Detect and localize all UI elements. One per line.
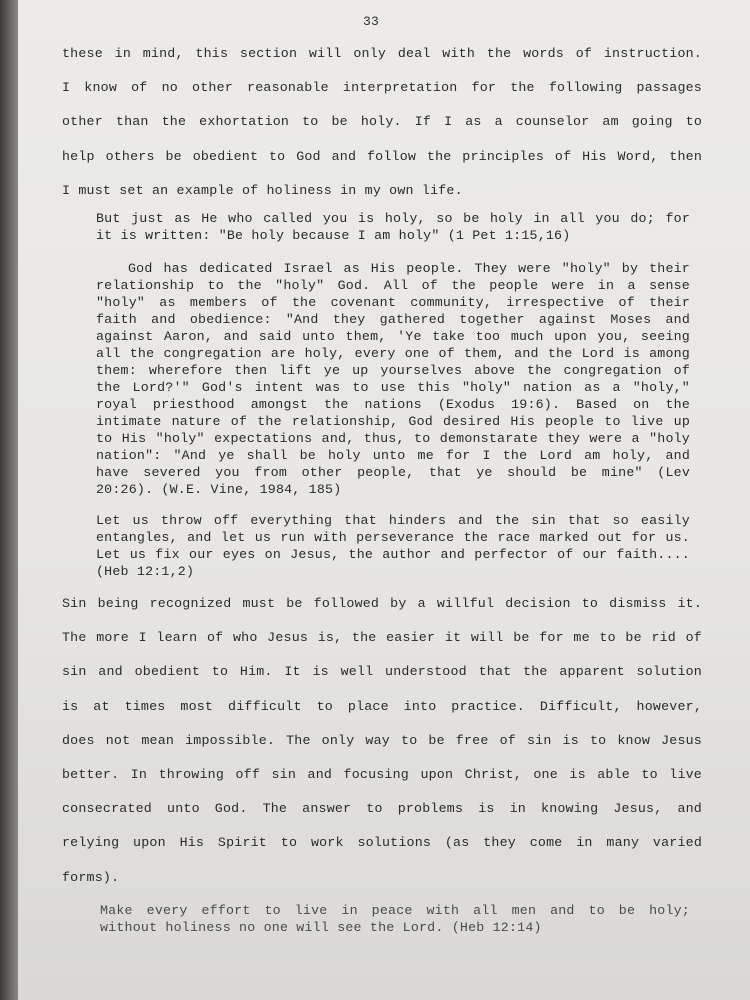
text-line: better. In throwing off sin and focusing upon Christ, one is able to live — [62, 766, 702, 782]
quote-line: the Lord?'" God's intent was to use this "holy" nation as a "holy," — [96, 380, 690, 395]
quote-line: 20:26). (W.E. Vine, 1984, 185) — [96, 482, 342, 497]
text-line: other than the exhortation to be holy. If I as a counselor am going to — [62, 114, 702, 130]
quote-line: them: wherefore then lift ye up yourselves above the congregation of — [96, 363, 690, 378]
document-page — [18, 0, 750, 1000]
quote-line: faith and obedience: "And they gathered together against Moses and — [96, 312, 690, 327]
quote-line: without holiness no one will see the Lord. (Heb 12:14) — [100, 920, 542, 935]
block-quote-hebrews-12-14 — [100, 902, 690, 936]
quote-line: all the congregation are holy, every one of them, and the Lord is among — [96, 346, 690, 361]
quote-line: "holy" as members of the covenant community, irrespective of their — [96, 295, 690, 310]
text-line: does not mean impossible. The only way to be free of sin is to know Jesus — [62, 732, 702, 748]
quote-line: against Aaron, and said unto them, 'Ye take too much upon you, seeing — [96, 329, 690, 344]
quote-line: God has dedicated Israel as His people. They were "holy" by their — [128, 261, 690, 276]
book-binding — [0, 0, 18, 1000]
quote-line: royal priesthood amongst the nations (Exodus 19:6). Based on the — [96, 397, 690, 412]
text-line: consecrated unto God. The answer to problems is in knowing Jesus, and — [62, 801, 702, 817]
quote-line: relationship to the "holy" God. All of the people were in a sense — [96, 278, 690, 293]
text-line: forms). — [62, 869, 120, 885]
quote-line: intimate nature of the relationship, God desired His people to live up — [96, 414, 690, 429]
text-line: Sin being recognized must be followed by a willful decision to dismiss it. — [62, 596, 702, 611]
quote-line: Let us throw off everything that hinders and the sin that so easily — [96, 513, 690, 528]
paragraph-intro — [62, 44, 702, 215]
text-line: is at times most difficult to place into practice. Difficult, however, — [62, 698, 702, 714]
quote-line: Let us fix our eyes on Jesus, the author and perfector of our faith.... — [96, 547, 690, 562]
quote-line: it is written: "Be holy because I am holy" (1 Pet 1:15,16) — [96, 228, 571, 243]
quote-line: have severed you from other people, that ye should be mine" (Lev — [96, 465, 690, 480]
quote-line: nation": "And ye shall be holy unto me for I the Lord am holy, and — [96, 448, 690, 463]
quote-line: entangles, and let us run with perseverance the race marked out for us. — [96, 530, 690, 545]
block-quote-vine — [96, 260, 690, 498]
text-line: these in mind, this section will only deal with the words of instruction. — [62, 46, 702, 61]
block-quote-hebrews-12-1 — [96, 512, 690, 580]
paragraph-sin — [62, 594, 702, 902]
text-line: sin and obedient to Him. It is well understood that the apparent solution — [62, 664, 702, 680]
text-line: I must set an example of holiness in my own life. — [62, 182, 463, 198]
block-quote-1-peter — [96, 210, 690, 244]
quote-line: Make every effort to live in peace with all men and to be holy; — [100, 903, 690, 918]
text-line: I know of no other reasonable interpretation for the following passages — [62, 80, 702, 96]
quote-line: to His "holy" expectations and, thus, to demonstarate they were a "holy — [96, 431, 690, 446]
quote-line: But just as He who called you is holy, so be holy in all you do; for — [96, 211, 690, 226]
text-line: The more I learn of who Jesus is, the easier it will be for me to be rid of — [62, 630, 702, 646]
text-line: relying upon His Spirit to work solutions (as they come in many varied — [62, 835, 702, 851]
quote-line: (Heb 12:1,2) — [96, 564, 195, 579]
text-line: help others be obedient to God and follow the principles of His Word, then — [62, 148, 702, 164]
page-number: 33 — [363, 14, 380, 29]
